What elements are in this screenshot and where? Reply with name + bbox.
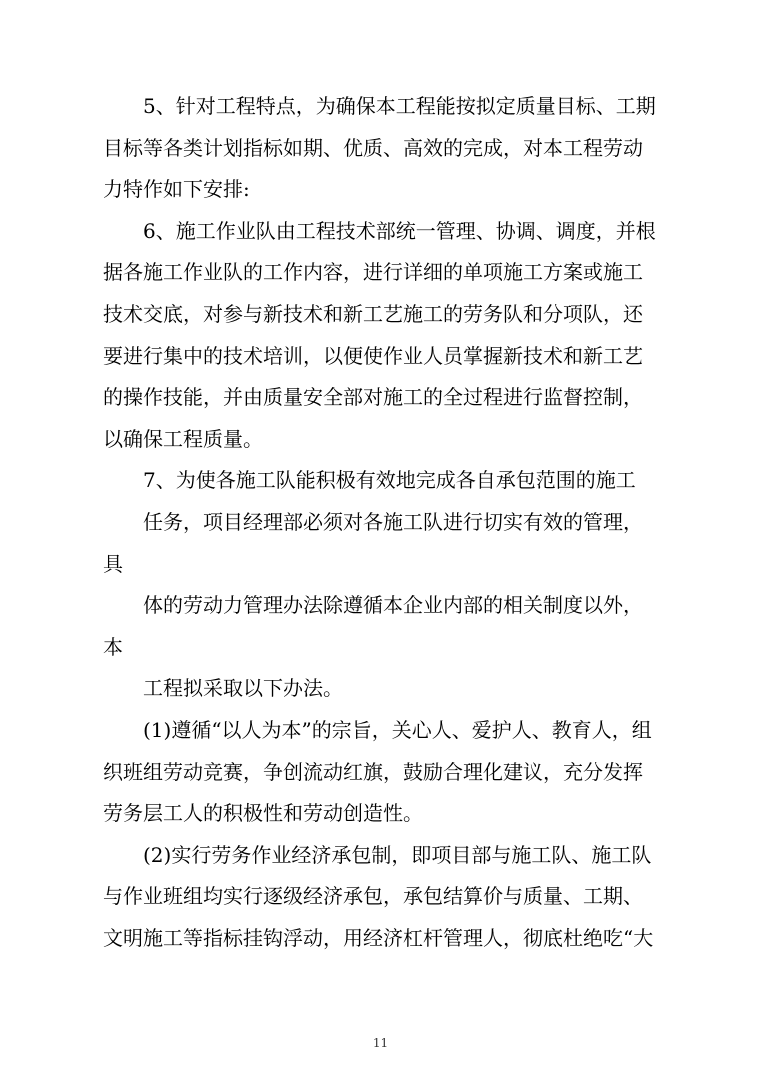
text-line: 与作业班组均实行逐级经济承包，承包结算价与质量、工期、 xyxy=(103,884,643,909)
text-line: 任务，项目经理部必须对各施工队进行切实有效的管理， xyxy=(143,509,643,534)
text-line: 力特作如下安排: xyxy=(103,177,250,202)
text-line: 本 xyxy=(103,634,123,659)
text-line: 以确保工程质量。 xyxy=(103,426,263,451)
text-line: 具 xyxy=(103,551,123,576)
text-line: (1)遵循“以人为本”的宗旨，关心人、爱护人、教育人，组 xyxy=(143,717,652,742)
text-line: 目标等各类计划指标如期、优质、高效的完成，对本工程劳动 xyxy=(103,135,643,160)
text-line: 技术交底，对参与新技术和新工艺施工的劳务队和分项队，还 xyxy=(103,301,643,326)
text-line: 织班组劳动竞赛，争创流动红旗，鼓励合理化建议，充分发挥 xyxy=(103,759,643,784)
text-line: (2)实行劳务作业经济承包制，即项目部与施工队、施工队 xyxy=(143,842,652,867)
text-line: 要进行集中的技术培训，以便使作业人员掌握新技术和新工艺 xyxy=(103,343,643,368)
text-line: 文明施工等指标挂钩浮动，用经济杠杆管理人，彻底杜绝吃“大 xyxy=(103,925,654,950)
text-line: 工程拟采取以下办法。 xyxy=(143,676,343,701)
body-text xyxy=(103,86,656,959)
text-line: 劳务层工人的积极性和劳动创造性。 xyxy=(103,801,423,826)
text-line: 据各施工作业队的工作内容，进行详细的单项施工方案或施工 xyxy=(103,260,643,285)
text-line: 的操作技能，并由质量安全部对施工的全过程进行监督控制， xyxy=(103,385,643,410)
page-number: 11 xyxy=(372,1036,389,1050)
text-line: 体的劳动力管理办法除遵循本企业内部的相关制度以外， xyxy=(143,593,643,618)
text-line: 6、施工作业队由工程技术部统一管理、协调、调度，并根 xyxy=(143,218,656,243)
text-line: 5、针对工程特点，为确保本工程能按拟定质量目标、工期 xyxy=(143,94,656,118)
text-line: 7、为使各施工队能积极有效地完成各自承包范围的施工 xyxy=(143,468,636,493)
